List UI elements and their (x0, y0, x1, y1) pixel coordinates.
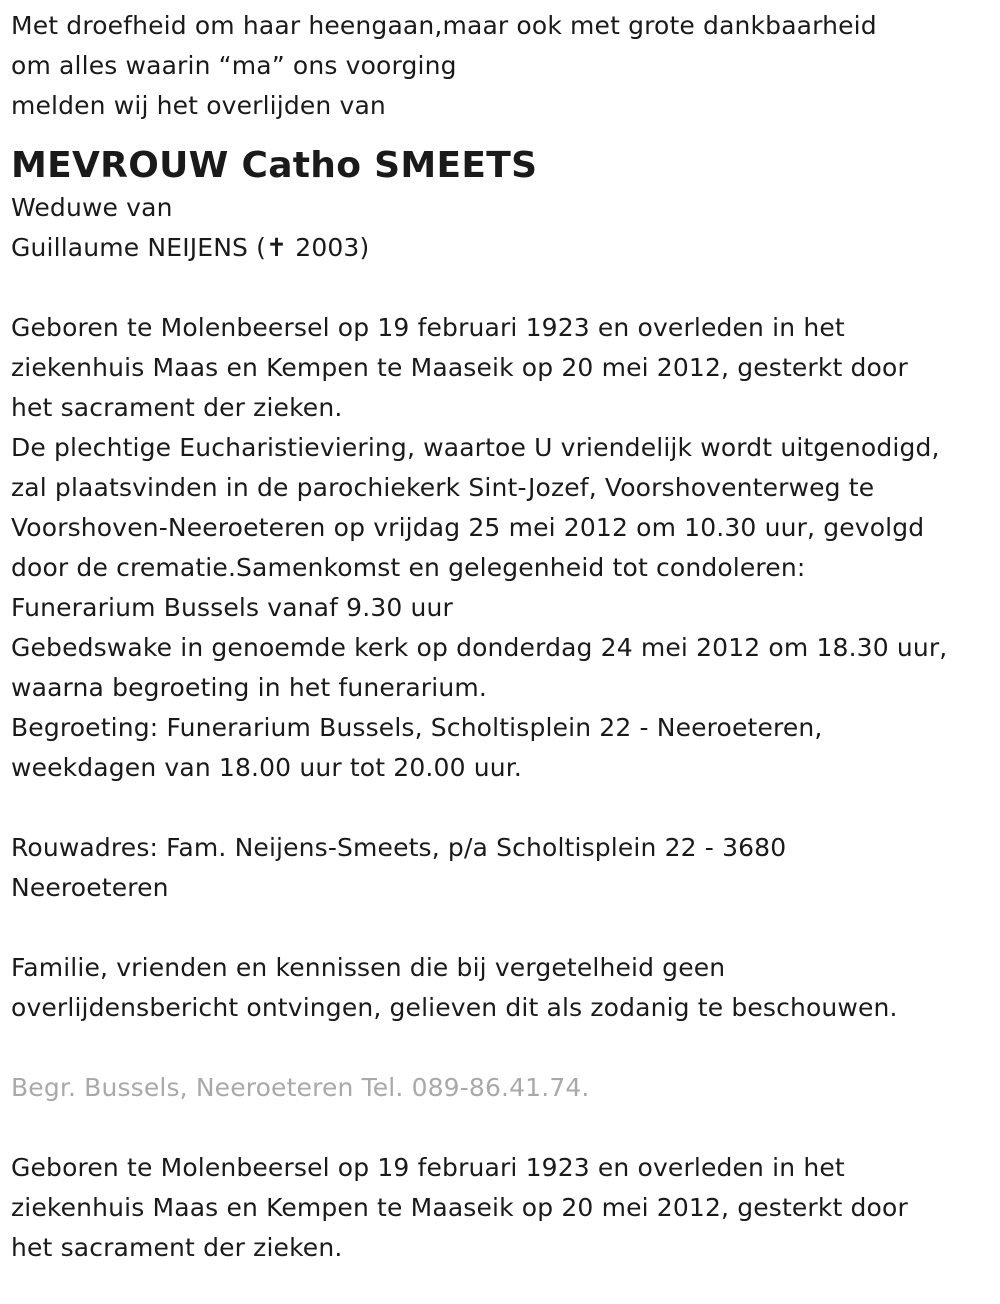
details-line: Voorshoven-Neeroeteren op vrijdag 25 mei 2012 om 10.30 uur, gevolgd (11, 513, 925, 542)
address-line: Neeroeteren (11, 873, 169, 902)
spacer (11, 1108, 996, 1148)
address-paragraph (11, 828, 996, 908)
spacer (11, 1028, 996, 1068)
widow-of-label: Weduwe van (11, 193, 173, 222)
details-line: zal plaatsvinden in de parochiekerk Sint-Jozef, Voorshoventerweg te (11, 473, 875, 502)
details-line: door de crematie.Samenkomst en gelegenheid tot condoleren: (11, 553, 806, 582)
repeat-line: het sacrament der zieken. (11, 1233, 343, 1262)
details-line: Gebedswake in genoemde kerk op donderdag 24 mei 2012 om 18.30 uur, (11, 633, 948, 662)
spacer (11, 788, 996, 828)
spouse-year: 2003) (287, 233, 370, 262)
details-line: De plechtige Eucharistieviering, waartoe U vriendelijk wordt uitgenodigd, (11, 433, 940, 462)
details-paragraph (11, 308, 996, 788)
spacer (11, 268, 996, 308)
details-line: weekdagen van 18.00 uur tot 20.00 uur. (11, 753, 522, 782)
intro-paragraph (11, 6, 996, 126)
notice-paragraph (11, 948, 996, 1028)
details-line: waarna begroeting in het funerarium. (11, 673, 487, 702)
details-line: Geboren te Molenbeersel op 19 februari 1923 en overleden in het (11, 313, 845, 342)
undertaker-contact: Begr. Bussels, Neeroeteren Tel. 089-86.41.74. (11, 1073, 590, 1102)
intro-line: melden wij het overlijden van (11, 91, 386, 120)
deceased-name: MEVROUW Catho SMEETS (11, 145, 538, 186)
repeat-line: Geboren te Molenbeersel op 19 februari 1923 en overleden in het (11, 1153, 845, 1182)
address-line: Rouwadres: Fam. Neijens-Smeets, p/a Scholtisplein 22 - 3680 (11, 833, 787, 862)
details-line: Begroeting: Funerarium Bussels, Scholtisplein 22 - Neeroeteren, (11, 713, 823, 742)
intro-line: om alles waarin “ma” ons voorging (11, 51, 457, 80)
details-line: het sacrament der zieken. (11, 393, 343, 422)
details-line: Funerarium Bussels vanaf 9.30 uur (11, 593, 453, 622)
intro-line: Met droefheid om haar heengaan,maar ook met grote dankbaarheid (11, 11, 877, 40)
notice-line: Familie, vrienden en kennissen die bij vergetelheid geen (11, 953, 726, 982)
obituary-document (11, 6, 996, 1268)
repeat-paragraph (11, 1148, 996, 1268)
repeat-line: ziekenhuis Maas en Kempen te Maaseik op 20 mei 2012, gesterkt door (11, 1193, 908, 1222)
notice-line: overlijdensbericht ontvingen, gelieven dit als zodanig te beschouwen. (11, 993, 898, 1022)
spouse-name: Guillaume NEIJENS ( (11, 233, 267, 262)
spouse-line (11, 228, 996, 268)
deceased-block (11, 144, 996, 268)
spacer (11, 908, 996, 948)
cross-icon: ✝ (266, 233, 288, 262)
details-line: ziekenhuis Maas en Kempen te Maaseik op 20 mei 2012, gesterkt door (11, 353, 908, 382)
